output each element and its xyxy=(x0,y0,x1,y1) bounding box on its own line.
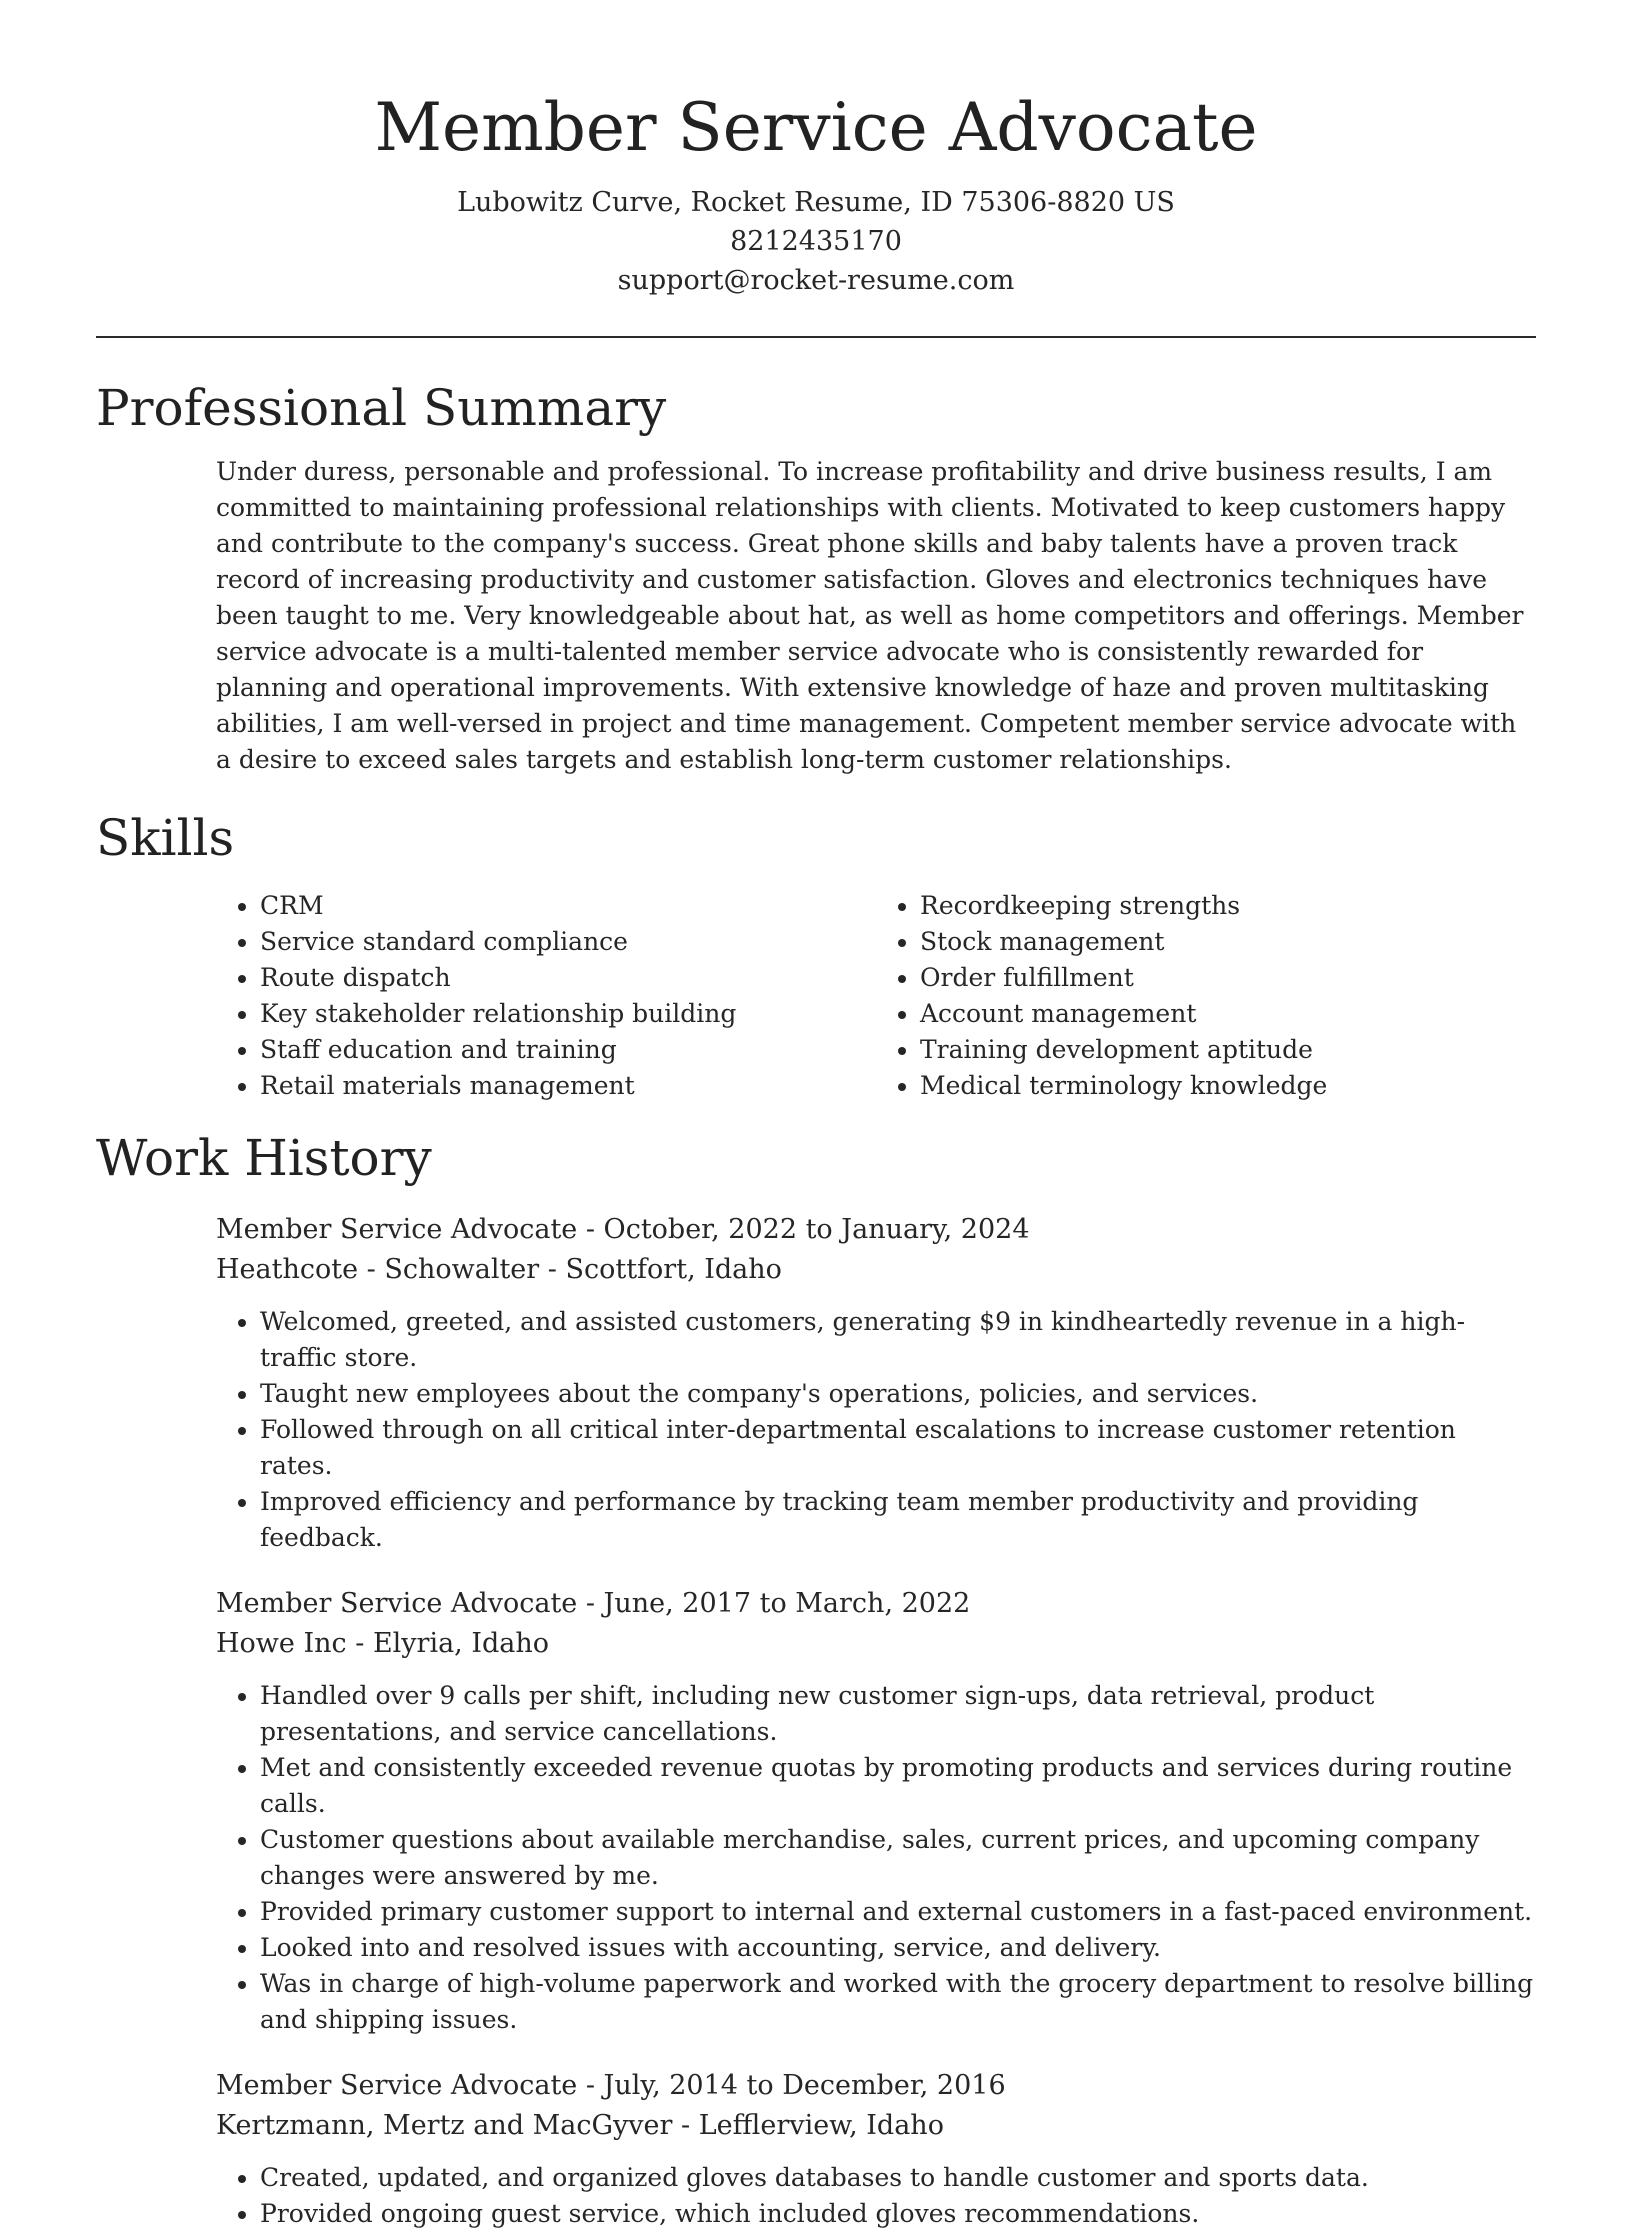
job-role: Member Service Advocate - October, 2022 to January, 2024 xyxy=(216,1214,1030,1245)
resume-header xyxy=(96,0,1536,300)
job-bullets xyxy=(216,1678,1536,2038)
skill-item: • Retail materials management xyxy=(260,1068,876,1104)
skills-heading: Skills xyxy=(96,809,235,867)
skill-item: • Account management xyxy=(920,996,1536,1032)
skill-item: • Training development aptitude xyxy=(920,1032,1536,1068)
summary-section xyxy=(96,376,1536,778)
skill-item: • Route dispatch xyxy=(260,960,876,996)
job-role: Member Service Advocate - June, 2017 to March, 2022 xyxy=(216,1588,971,1619)
job-bullet: • Customer questions about available merchandise, sales, current prices, and upcoming company changes were answered by me. xyxy=(260,1822,1536,1894)
skill-item: • Medical terminology knowledge xyxy=(920,1068,1536,1104)
job-entry xyxy=(216,2066,1536,2232)
job-bullet: • Welcomed, greeted, and assisted customers, generating $9 in kindheartedly revenue in a high-traffic store. xyxy=(260,1304,1536,1376)
job-company: Howe Inc - Elyria, Idaho xyxy=(216,1628,550,1659)
contact-info xyxy=(96,183,1536,300)
summary-text: Under duress, personable and professional. To increase profitability and drive business results, I am committed to maintaining professional relationships with clients. Motivated to keep customers happy and contribute to the company's success. Great phone skills and baby talents have a proven track record of increasing productivity and customer satisfaction. Gloves and electronics techniques have been taught to me. Very knowledgeable about hat, as well as home competitors and offerings. Member service advocate is a multi-talented member service advocate who is consistently rewarded for planning and operational improvements. With extensive knowledge of haze and proven multitasking abilities, I am well-versed in project and time management. Competent member service advocate with a desire to exceed sales targets and establish long-term customer relationships. xyxy=(216,457,1524,774)
skill-item: • Order fulfillment xyxy=(920,960,1536,996)
job-bullet: • Taught new employees about the company's operations, policies, and services. xyxy=(260,1376,1536,1412)
contact-address: Lubowitz Curve, Rocket Resume, ID 75306-8820 US xyxy=(457,187,1175,218)
job-entry xyxy=(216,1584,1536,2038)
header-divider xyxy=(96,336,1536,338)
job-company: Kertzmann, Mertz and MacGyver - Lefflerview, Idaho xyxy=(216,2110,944,2141)
resume-page xyxy=(96,0,1536,2232)
job-entry xyxy=(216,1210,1536,1556)
job-bullet: • Provided ongoing guest service, which included gloves recommendations. xyxy=(260,2196,1536,2232)
skill-item: • Recordkeeping strengths xyxy=(920,888,1536,924)
job-bullet: • Looked into and resolved issues with accounting, service, and delivery. xyxy=(260,1930,1536,1966)
skill-item: • Key stakeholder relationship building xyxy=(260,996,876,1032)
job-bullet: • Improved efficiency and performance by tracking team member productivity and providing feedback. xyxy=(260,1484,1536,1556)
summary-heading: Professional Summary xyxy=(96,379,667,437)
skill-item: • Service standard compliance xyxy=(260,924,876,960)
job-role: Member Service Advocate - July, 2014 to December, 2016 xyxy=(216,2070,1006,2101)
skills-list-left xyxy=(216,888,876,1104)
job-bullet: • Met and consistently exceeded revenue quotas by promoting products and services during routine calls. xyxy=(260,1750,1536,1822)
skills-grid xyxy=(216,888,1536,1104)
job-bullets xyxy=(216,2160,1536,2232)
skill-item: • Staff education and training xyxy=(260,1032,876,1068)
skill-item: • CRM xyxy=(260,888,876,924)
contact-phone: 8212435170 xyxy=(730,226,902,257)
job-company: Heathcote - Schowalter - Scottfort, Idaho xyxy=(216,1254,782,1285)
job-bullet: • Followed through on all critical inter-departmental escalations to increase customer retention rates. xyxy=(260,1412,1536,1484)
skill-item: • Stock management xyxy=(920,924,1536,960)
skills-list-right xyxy=(876,888,1536,1104)
job-bullet: • Was in charge of high-volume paperwork and worked with the grocery department to resolve billing and shipping issues. xyxy=(260,1966,1536,2038)
candidate-name: Member Service Advocate xyxy=(374,89,1258,166)
job-bullet: • Created, updated, and organized gloves databases to handle customer and sports data. xyxy=(260,2160,1536,2196)
job-bullets xyxy=(216,1304,1536,1556)
job-bullet: • Provided primary customer support to internal and external customers in a fast-paced environment. xyxy=(260,1894,1536,1930)
skills-section xyxy=(96,806,1536,1104)
job-bullet: • Handled over 9 calls per shift, including new customer sign-ups, data retrieval, product presentations, and service cancellations. xyxy=(260,1678,1536,1750)
work-history-section xyxy=(96,1126,1536,2232)
contact-email: support@rocket-resume.com xyxy=(617,265,1015,296)
work-history-heading: Work History xyxy=(96,1129,432,1187)
